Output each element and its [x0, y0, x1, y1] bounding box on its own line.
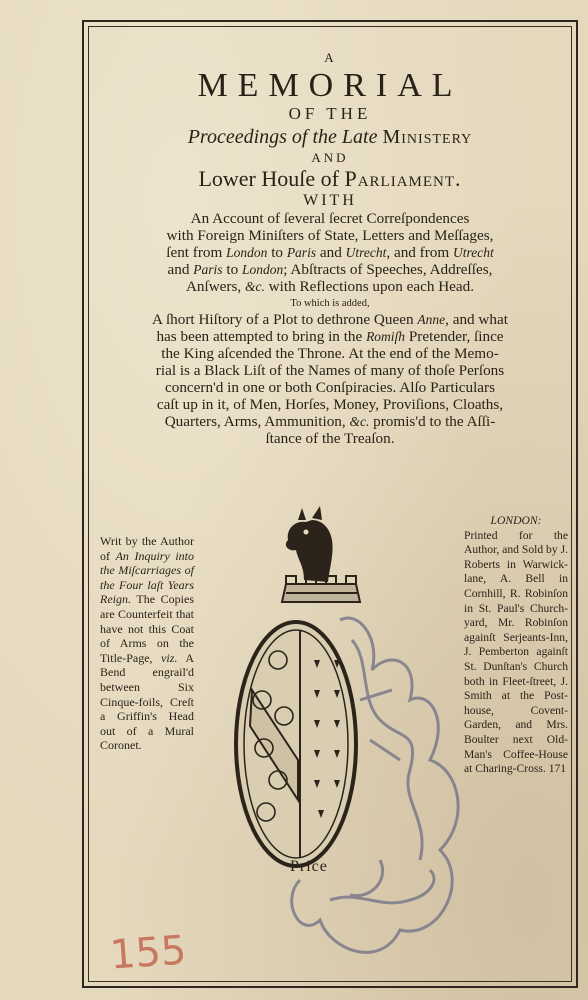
- price: Price: [290, 858, 328, 875]
- pencil-mark: 155: [108, 927, 188, 979]
- authorship-note: Writ by the Author of An Inquiry into the Miſcarriages of the Four laſt Years Reign. The Copies are Counterfeit that have not this Coat of Arms on the Title-Page, viz. A Bend engrail'd between Six Cinque-foils, Creſt a Griffin's Head out of a Mural Coronet.: [100, 534, 195, 753]
- title-article: A: [324, 50, 336, 65]
- title-memorial: MEMORIAL: [197, 67, 463, 104]
- imprint-heading: LONDON:: [490, 514, 542, 527]
- title-and: AND: [311, 150, 349, 165]
- griffin-crest-icon: [286, 506, 333, 582]
- account-paragraph: An Account of ſeveral ſecret Correſpondences with Foreign Miniſters of State, Letters and Meſſages, ſent from London to Paris and Utrecht, and from Utrecht and Paris to London; Abſtracts of Speeches, Addreſſes, Anſwers, &c. with Reflections upon each Head.: [166, 210, 494, 295]
- title-of-the: OF THE: [288, 104, 372, 123]
- imprint-text: Printed for the Author, and Sold by J. Roberts in Warwick-lane, A. Bell in Cornhill, R. Robinſon in St. Paul's Church-yard, Mr. Robinſon againſt Serjeants-Inn, J. Pemberton againſt St. Dunſtan's Church both in Fleet-ſtreet, J. Smith at the Post-house, Covent-Garden, and Mrs. Boulter next Old-Man's Coffee-House at Charing-Cross. 171: [464, 528, 568, 776]
- title-lower-house: Lower Houſe of Parliament.: [198, 166, 462, 191]
- history-paragraph: A ſhort Hiſtory of a Plot to dethrone Queen Anne, and what has been attempted to bring in the Romiſh Pretender, ſince the King aſcended the Throne. At the end of the Memo- rial is a Black Liſt of the Names of many of thoſe Perſons concern'd in one or both Conſpiracies. Alſo Particulars caſt up in it, of Men, Horſes, Money, Proviſions, Cloaths, Quarters, Arms, Ammunition, &c. promis'd to the Aſſi- ſtance of the Treaſon.: [152, 311, 508, 447]
- title-proceedings: Proceedings of the Late Ministery: [187, 126, 473, 148]
- shield: [236, 622, 356, 866]
- title-with: WITH: [303, 192, 357, 209]
- to-which-added: To which is added,: [290, 298, 370, 309]
